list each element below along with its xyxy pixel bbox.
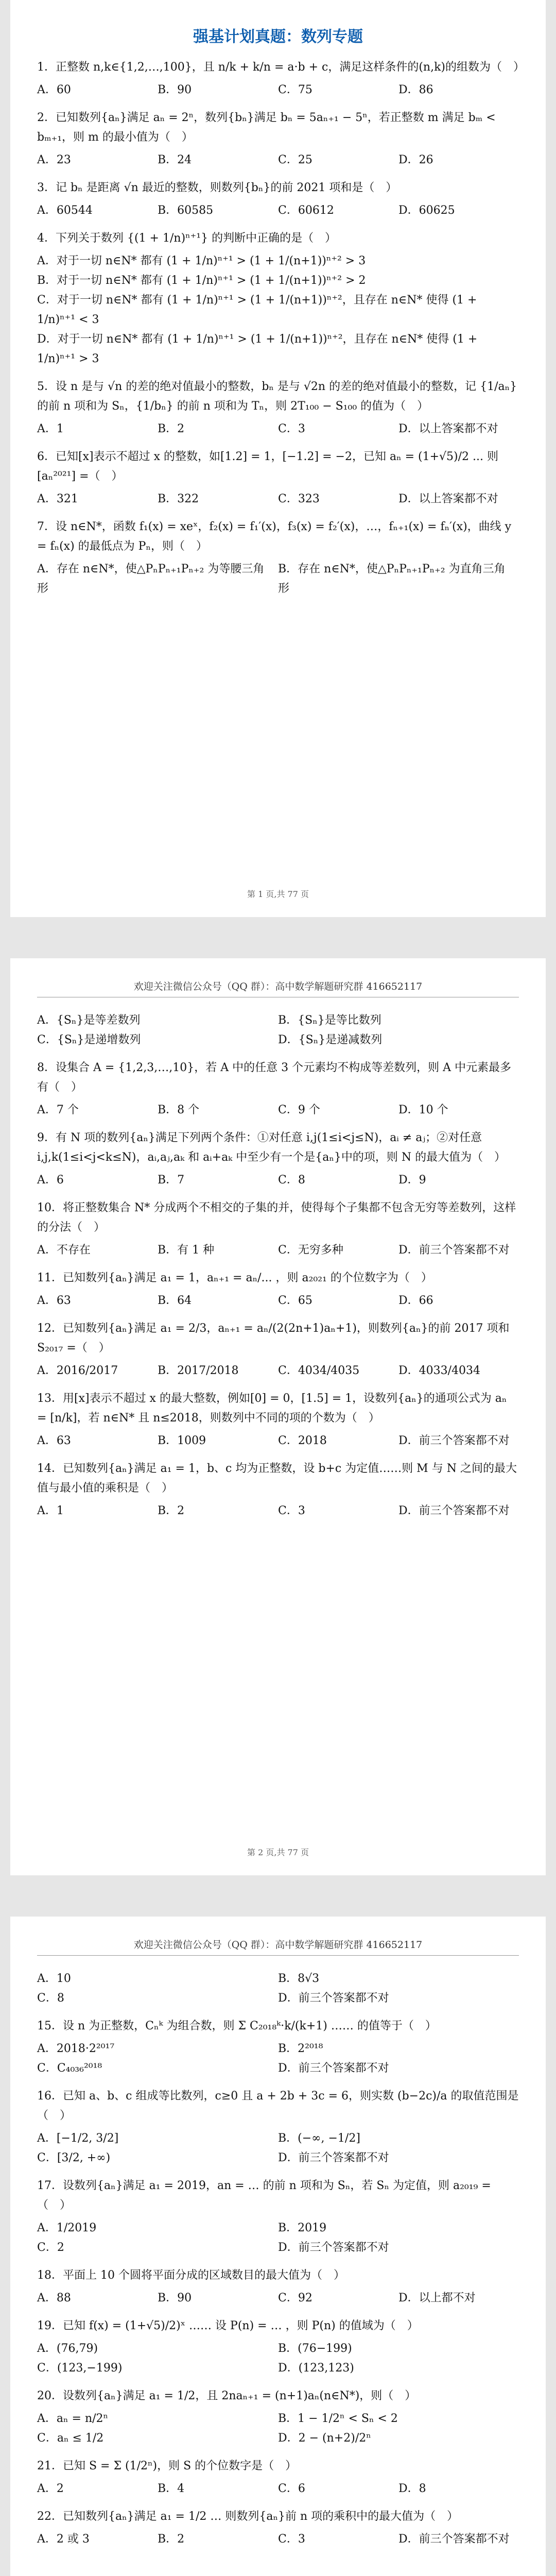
- options-group: [37, 1431, 519, 1451]
- answer-option: B．8 个: [158, 1104, 200, 1116]
- question-text: 7．设 n∈N*，函数 f₁(x) = xeˣ，f₂(x) = f₁′(x)，f₃(x) = f₂′(x)，…，fₙ₊₁(x) = fₙ′(x)，曲线 y = fₙ(x) 的最低点为 Pₙ，则（ ）: [37, 520, 512, 553]
- answer-option: C．25: [278, 154, 312, 166]
- question-text: 3．记 bₙ 是距离 √n 最近的整数，则数列{bₙ}的前 2021 项和是（ ）: [37, 181, 397, 194]
- answer-option: D．以上答案都不对: [398, 422, 498, 435]
- answer-option: B．4: [158, 2482, 185, 2495]
- answer-option: C．65: [278, 1294, 312, 1307]
- answer-option: D．前三个答案都不对: [278, 2062, 389, 2075]
- answer-option: B．64: [158, 1294, 192, 1307]
- answer-option: D．2 − (n+2)/2ⁿ: [278, 2432, 371, 2445]
- answer-option: A．321: [37, 493, 78, 505]
- question-text: 20．设数列{aₙ}满足 a₁ = 1/2，且 2naₙ₊₁ = (n+1)aₙ(n∈N*)，则（ ）: [37, 2389, 416, 2402]
- answer-option: C．60612: [278, 204, 334, 217]
- answer-option: A．2018·2²⁰¹⁷: [37, 2042, 115, 2055]
- answer-option: C．(123,−199): [37, 2362, 123, 2375]
- answer-option: D．以上答案都不对: [398, 493, 498, 505]
- answer-option: D．9: [398, 1174, 426, 1187]
- options-group: [37, 2530, 519, 2549]
- page-header: 欢迎关注微信公众号（QQ 群）：高中数学解题研究群 416652117: [37, 979, 519, 997]
- answer-option: C．323: [278, 493, 320, 505]
- answer-option: D．对于一切 n∈N* 都有 (1 + 1/n)ⁿ⁺¹ > (1 + 1/(n+1))ⁿ⁺²，且存在 n∈N* 使得 (1 + 1/n)ⁿ⁺¹ > 3: [37, 333, 478, 365]
- options-group: [37, 80, 519, 100]
- answer-option: A．不存在: [37, 1244, 91, 1257]
- answer-option: B．2: [158, 1504, 185, 1517]
- answer-option: C．3: [278, 422, 305, 435]
- answer-option: B．1009: [158, 1434, 206, 1447]
- page-2: [10, 958, 546, 1875]
- answer-option: D．前三个答案都不对: [398, 2533, 510, 2546]
- answer-option: C．75: [278, 83, 312, 96]
- answer-option: A．1: [37, 422, 64, 435]
- question-text: 6．已知[x]表示不超过 x 的整数，如[1.2] = 1，[−1.2] = −2，已知 aₙ = (1+√5)/2 ... 则 [aₙ²⁰²¹] =（ ）: [37, 450, 499, 483]
- answer-option: D．前三个答案都不对: [398, 1244, 510, 1257]
- answer-option: B．有 1 种: [158, 1244, 215, 1257]
- question-text: 1．正整数 n,k∈{1,2,…,100}，且 n/k + k/n = a·b + c，满足这样条件的(n,k)的组数为（ ）: [37, 61, 525, 74]
- answer-option: B．2017/2018: [158, 1364, 239, 1377]
- options-group: [37, 2129, 519, 2168]
- answer-option: A．6: [37, 1174, 64, 1187]
- answer-option: C．aₙ ≤ 1/2: [37, 2432, 104, 2445]
- answer-option: C．3: [278, 2533, 305, 2546]
- answer-option: A．存在 n∈N*，使△PₙPₙ₊₁Pₙ₊₂ 为等腰三角形: [37, 563, 265, 595]
- answer-option: B．90: [158, 83, 192, 96]
- options-group: [37, 2339, 519, 2378]
- answer-option: B．(76−199): [278, 2342, 352, 2355]
- answer-option: A．aₙ = n/2ⁿ: [37, 2412, 109, 2425]
- answer-option: B．对于一切 n∈N* 都有 (1 + 1/n)ⁿ⁺¹ > (1 + 1/(n+1))ⁿ⁺² > 2: [37, 274, 366, 287]
- answer-option: A．2: [37, 2482, 64, 2495]
- question-text: 10．将正整数集合 N* 分成两个不相交的子集的并，使得每个子集都不包含无穷等差数列，这样的分法（ ）: [37, 1201, 516, 1234]
- answer-option: A．10: [37, 1972, 71, 1985]
- answer-option: B．2019: [278, 2222, 327, 2234]
- answer-option: B．2: [158, 422, 185, 435]
- options-group: [37, 1011, 519, 1050]
- answer-option: D．以上都不对: [398, 2292, 476, 2304]
- answer-option: C．9 个: [278, 1104, 320, 1116]
- answer-option: D．86: [398, 83, 433, 96]
- question-text: 22．已知数列{aₙ}满足 a₁ = 1/2 … 则数列{aₙ}前 n 项的乘积中的最大值为（ ）: [37, 2510, 459, 2523]
- page-footer: 第 2 页,共 77 页: [247, 1848, 309, 1857]
- answer-option: D．前三个答案都不对: [278, 2241, 389, 2254]
- question-text: 15．设 n 为正整数，Cₙᵏ 为组合数，则 Σ C₂₀₁₈ᵏ·k/(k+1) …… 的值等于（ ）: [37, 2020, 437, 2032]
- options-group: [37, 489, 519, 509]
- options-group: [37, 1969, 519, 2008]
- answer-option: D．66: [398, 1294, 433, 1307]
- answer-option: C．2: [37, 2241, 64, 2254]
- question-text: 8．设集合 A = {1,2,3,…,10}，若 A 中的任意 3 个元素均不构成等差数列，则 A 中元素最多有（ ）: [37, 1061, 511, 1094]
- answer-option: B．2: [158, 2533, 185, 2546]
- options-group: [37, 2289, 519, 2308]
- answer-option: A．2016/2017: [37, 1364, 118, 1377]
- answer-option: D．10 个: [398, 1104, 448, 1116]
- answer-option: D．8: [398, 2482, 426, 2495]
- answer-option: C．[3/2, +∞): [37, 2151, 111, 2164]
- options-group: [37, 1501, 519, 1521]
- question-text: 2．已知数列{aₙ}满足 aₙ = 2ⁿ，数列{bₙ}满足 bₙ = 5aₙ₊₁ − 5ⁿ，若正整数 m 满足 bₘ < bₘ₊₁，则 m 的最小值为（ ）: [37, 111, 496, 144]
- question-text: 18．平面上 10 个圆将平面分成的区域数目的最大值为（ ）: [37, 2269, 345, 2282]
- answer-option: C．8: [278, 1174, 305, 1187]
- question-text: 14．已知数列{aₙ}满足 a₁ = 1，b、c 均为正整数，设 b+c 为定值……则 M 与 N 之间的最大值与最小值的乘积是（ ）: [37, 1462, 517, 1495]
- options-group: [37, 2039, 519, 2078]
- question-text: 21．已知 S = Σ (1/2ⁿ)，则 S 的个位数字是（ ）: [37, 2460, 297, 2472]
- answer-option: C．C₄₀₃₆²⁰¹⁸: [37, 2062, 102, 2075]
- options-group: [37, 419, 519, 439]
- options-group: [37, 2479, 519, 2499]
- answer-option: C．2018: [278, 1434, 327, 1447]
- options-group: [37, 1100, 519, 1120]
- answer-option: A．60544: [37, 204, 93, 217]
- answer-option: B．{Sₙ}是等比数列: [278, 1014, 381, 1027]
- options-group: [37, 1241, 519, 1260]
- options-group: [37, 1361, 519, 1381]
- answer-option: D．前三个答案都不对: [278, 1992, 389, 2005]
- answer-option: C．3: [278, 1504, 305, 1517]
- options-group: [37, 560, 519, 599]
- page-3: [10, 1917, 546, 2576]
- page-header: 欢迎关注微信公众号（QQ 群）：高中数学解题研究群 416652117: [37, 1937, 519, 1956]
- answer-option: C．6: [278, 2482, 305, 2495]
- answer-option: A．[−1/2, 3/2]: [37, 2132, 119, 2145]
- answer-option: C．92: [278, 2292, 312, 2304]
- question-text: 9．有 N 项的数列{aₙ}满足下列两个条件：①对任意 i,j(1≤i<j≤N)，aᵢ ≠ aⱼ；②对任意 i,j,k(1≤i<j<k≤N)，aᵢ,aⱼ,aₖ 和 aᵢ+aₖ 中至少有一个是{aₙ}中的项，则 N 的最大值为（ ）: [37, 1131, 506, 1164]
- answer-option: B．322: [158, 493, 199, 505]
- page-footer: 第 1 页,共 77 页: [247, 889, 309, 899]
- answer-option: A．7 个: [37, 1104, 79, 1116]
- answer-option: A．(76,79): [37, 2342, 98, 2355]
- options-group: [37, 1171, 519, 1190]
- answer-option: D．前三个答案都不对: [278, 2151, 389, 2164]
- options-group: [37, 201, 519, 221]
- answer-option: C．4034/4035: [278, 1364, 360, 1377]
- answer-option: B．8√3: [278, 1972, 320, 1985]
- answer-option: A．1/2019: [37, 2222, 97, 2234]
- question-text: 19．已知 f(x) = (1+√5)/2)ˣ …… 设 P(n) = … ，则 P(n) 的值域为（ ）: [37, 2319, 419, 2332]
- answer-option: B．(−∞, −1/2]: [278, 2132, 360, 2145]
- question-text: 17．设数列{aₙ}满足 a₁ = 2019，an = … 的前 n 项和为 Sₙ，若 Sₙ 为定值，则 a₂₀₁₉ =（ ）: [37, 2179, 491, 2212]
- question-text: 5．设 n 是与 √n 的差的绝对值最小的整数，bₙ 是与 √2n 的差的绝对值最小的整数，记 {1/aₙ} 的前 n 项和为 Sₙ，{1/bₙ} 的前 n 项和为 Tₙ，则 2T₁₀₀ − S₁₀₀ 的值为（ ）: [37, 380, 517, 413]
- question-text: 13．用[x]表示不超过 x 的最大整数，例如[0] = 0，[1.5] = 1，设数列{aₙ}的通项公式为 aₙ = [n/k]，若 n∈N* 且 n≤2018，则数列中不同的项的个数为（ ）: [37, 1392, 507, 1425]
- question-text: 11．已知数列{aₙ}满足 a₁ = 1，aₙ₊₁ = aₙ/... ，则 a₂₀₂₁ 的个位数字为（ ）: [37, 1272, 432, 1284]
- answer-option: B．24: [158, 154, 192, 166]
- answer-option: A．60: [37, 83, 71, 96]
- page-1: [10, 0, 546, 917]
- answer-option: D．{Sₙ}是递减数列: [278, 1033, 383, 1046]
- answer-option: D．26: [398, 154, 433, 166]
- question-text: 16．已知 a、b、c 组成等比数列，c≥0 且 a + 2b + 3c = 6，则实数 (b−2c)/a 的取值范围是（ ）: [37, 2090, 519, 2122]
- answer-option: D．(123,123): [278, 2362, 354, 2375]
- answer-option: C．8: [37, 1992, 64, 2005]
- question-text: 12．已知数列{aₙ}满足 a₁ = 2/3，aₙ₊₁ = aₙ/(2(2n+1)aₙ+1)，则数列{aₙ}的前 2017 项和 S₂₀₁₇ =（ ）: [37, 1322, 510, 1354]
- answer-option: A．63: [37, 1434, 71, 1447]
- answer-option: A．对于一切 n∈N* 都有 (1 + 1/n)ⁿ⁺¹ > (1 + 1/(n+1))ⁿ⁺² > 3: [37, 255, 366, 267]
- options-group: [37, 2409, 519, 2448]
- answer-option: C．对于一切 n∈N* 都有 (1 + 1/n)ⁿ⁺¹ > (1 + 1/(n+1))ⁿ⁺²，且存在 n∈N* 使得 (1 + 1/n)ⁿ⁺¹ < 3: [37, 294, 477, 326]
- answer-option: B．存在 n∈N*，使△PₙPₙ₊₁Pₙ₊₂ 为直角三角形: [278, 563, 506, 595]
- answer-option: D．4033/4034: [398, 1364, 481, 1377]
- answer-option: A．{Sₙ}是等差数列: [37, 1014, 141, 1027]
- answer-option: C．无穷多种: [278, 1244, 343, 1257]
- answer-option: D．前三个答案都不对: [398, 1504, 510, 1517]
- answer-option: A．1: [37, 1504, 64, 1517]
- answer-option: A．88: [37, 2292, 71, 2304]
- options-group: [37, 2218, 519, 2258]
- answer-option: C．{Sₙ}是递增数列: [37, 1033, 141, 1046]
- document-title: 强基计划真题：数列专题: [193, 28, 363, 46]
- answer-option: A．23: [37, 154, 71, 166]
- answer-option: B．90: [158, 2292, 192, 2304]
- options-group: [37, 251, 519, 369]
- answer-option: A．2 或 3: [37, 2533, 90, 2546]
- question-text: 4．下列关于数列 {(1 + 1/n)ⁿ⁺¹} 的判断中正确的是（ ）: [37, 232, 337, 245]
- options-group: [37, 150, 519, 170]
- answer-option: B．60585: [158, 204, 214, 217]
- answer-option: B．1 − 1/2ⁿ < Sₙ < 2: [278, 2412, 398, 2425]
- answer-option: D．60625: [398, 204, 455, 217]
- answer-option: B．7: [158, 1174, 185, 1187]
- answer-option: B．2²⁰¹⁸: [278, 2042, 323, 2055]
- options-group: [37, 1291, 519, 1311]
- answer-option: A．63: [37, 1294, 71, 1307]
- answer-option: D．前三个答案都不对: [398, 1434, 510, 1447]
